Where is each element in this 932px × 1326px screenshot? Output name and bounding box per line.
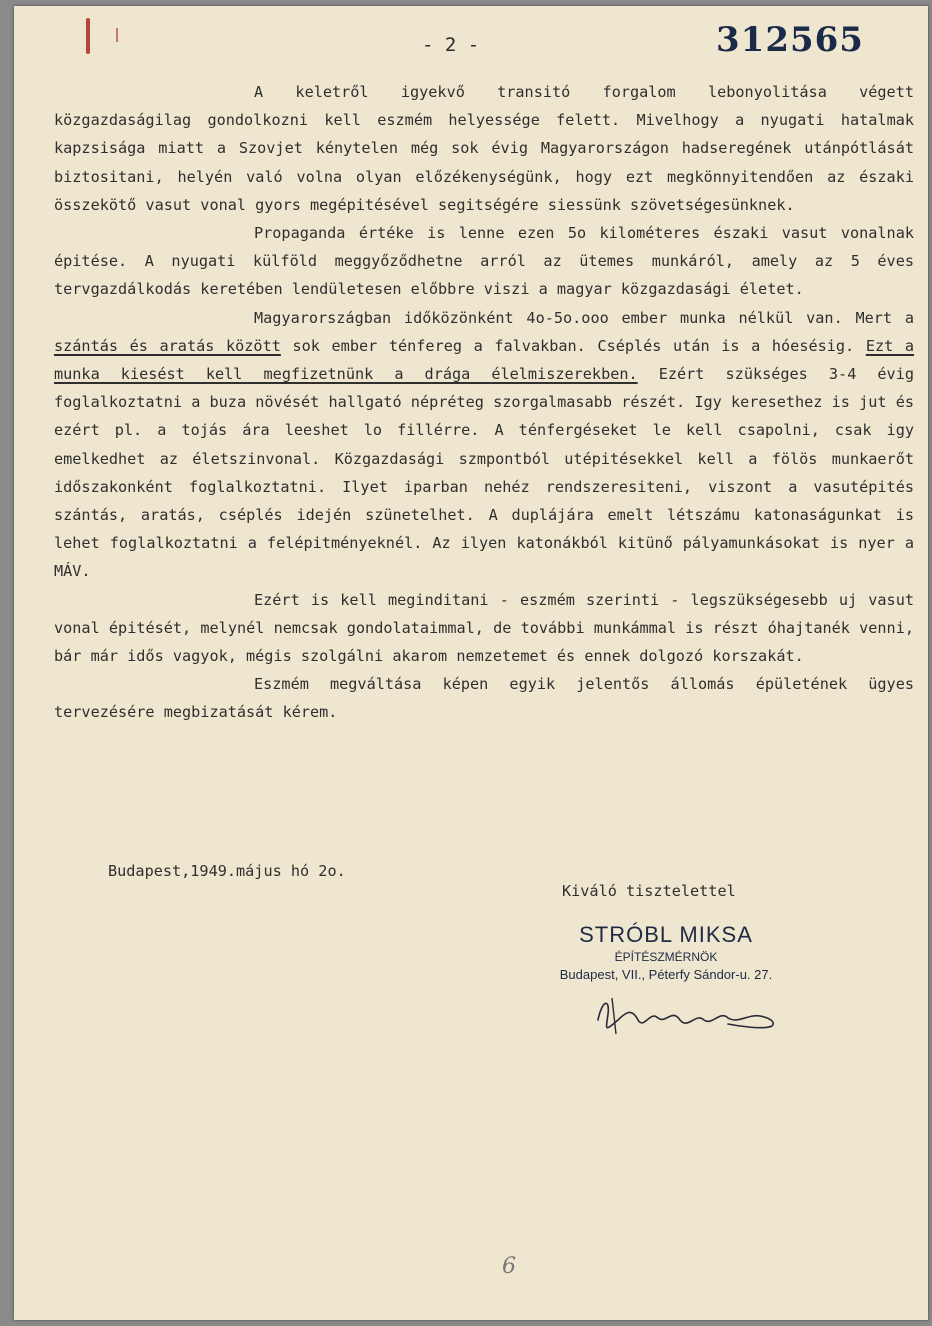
- paragraph-3: [54, 304, 914, 586]
- stamp-name: STRÓBL MIKSA: [579, 922, 753, 947]
- paragraph-2: Propaganda értéke is lenne ezen 5o kilométeres északi vasut vonalnak épitése. A nyugati külföld meggyőződhetne arról az ütemes munkáról, amely az 5 éves tervgazdálkodás keretében lendületesen előbbre viszi a magyar közgazdasági életet.: [54, 224, 914, 299]
- handwritten-signature: [588, 990, 788, 1040]
- paragraph-4: Ezért is kell meginditani - eszmém szerinti - legszükségesebb uj vasut vonal épitését, melynél nemcsak gondolataimmal, de további munkámmal is részt óhajtanék venni, bár már idős vagyok, mégis szolgálni akarom nemzetemet és ennek dolgozó korszakát.: [54, 590, 914, 666]
- paragraph-5: Eszmém megváltása képen egyik jelentős állomás épületének ügyes tervezésére megbizatását kérem.: [54, 675, 914, 722]
- stamp-address: Budapest, VII., Péterfy Sándor-u. 27.: [559, 967, 773, 982]
- archive-stamp-number: 312565: [716, 20, 864, 60]
- paragraph-3-part-a: Magyarországban időközönként 4o-5o.ooo ember munka nélkül van. Mert a: [254, 308, 914, 327]
- underlined-phrase-2: Ezt a munka kiesést kell megfizetnünk a drága élelmiszerekben.: [54, 336, 914, 384]
- page-number: - 2 -: [422, 34, 480, 56]
- author-stamp: [526, 922, 806, 982]
- paragraph-3-part-b: sok ember ténfereg a falvakban. Cséplés után is a hóesésig.: [292, 336, 855, 355]
- underlined-phrase-1: szántás és aratás között: [54, 336, 281, 355]
- stamp-title: ÉPÍTÉSZMÉRNÖK: [614, 950, 718, 964]
- handwritten-folio-number: 6: [502, 1254, 516, 1279]
- letter-body: [54, 78, 914, 727]
- letter-date: Budapest,1949.május hó 2o.: [108, 862, 346, 880]
- paragraph-3-part-c: Ezért szükséges 3-4 évig foglalkoztatni a buza növését hallgató népréteg szorgalmasabb részét. Igy keresethez is jut és ezért pl. a tojás ára leeshet lo fillérre. A ténfergéseket le kell csapolni, csak igy emelkedhet az életszinvonal. Közgazdasági szmpontból utépitésekkel kell a fölös munkaerőt időszakonként foglalkoztatni. Ilyet iparban nehéz rendszeresiteni, viszont a vasutépités szántás, aratás, cséplés idején szünetelhet. A duplájára emelt létszámu katonaságunkat is lehet foglalkoztatni a felépitményeknél. Az ilyen katonákból kitünő pályamunkásokat is nyer a MÁV.: [54, 365, 914, 581]
- red-pencil-mark: [86, 18, 90, 54]
- paragraph-1: A keletről igyekvő transitó forgalom lebonyolitása végett közgazdaságilag gondolkozni kell eszmém helyessége felett. Mivelhogy a nyugati hatalmak kapzsisága miatt a Szovjet kénytelen még sok évig Magyarországon hadseregének utánpótlását biztositani, helyén való volna olyan előzékenységünk, hogy ezt megkönnyitendően az északi összekötő vasut vonal gyors megépitésével segitségére siessünk szövetségesünknek.: [54, 83, 914, 214]
- red-pencil-mark-small: [116, 28, 118, 42]
- document-page: [14, 6, 928, 1320]
- closing-salutation: Kiváló tisztelettel: [562, 882, 736, 900]
